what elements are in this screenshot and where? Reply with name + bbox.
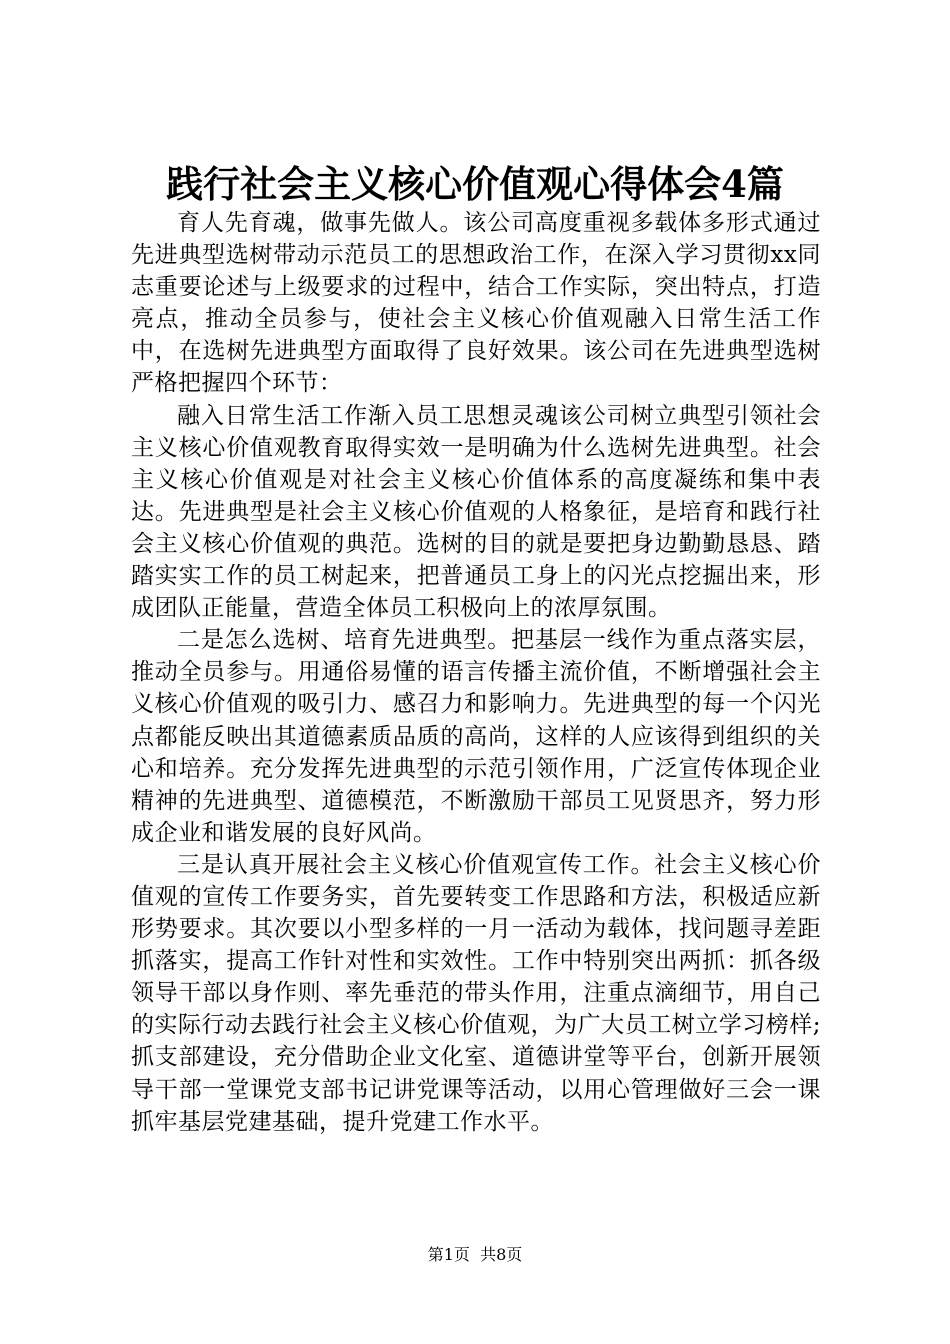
page-total: 共8页 xyxy=(480,1245,523,1264)
document-title: 践行社会主义核心价值观心得体会4篇 xyxy=(166,162,784,206)
paragraph-4: 三是认真开展社会主义核心价值观宣传工作。社会主义核心价值观的宣传工作要务实，首先要转变工作思路和方法，积极适应新形势要求。其次要以小型多样的一月一活动为载体，找问题寻差距抓落实，提高工作针对性和实效性。工作中特别突出两抓：抓各级领导干部以身作则、率先垂范的带头作用，注重点滴细节，用自己的实际行动去践行社会主义核心价值观，为广大员工树立学习榜样;抓支部建设，充分借助企业文化室、道德讲堂等平台，创新开展领导干部一堂课党支部书记讲党课等活动，以用心管理做好三会一课抓牢基层党建基础，提升党建工作水平。 xyxy=(131,851,821,1135)
page-footer xyxy=(0,1244,950,1266)
document-body xyxy=(131,207,821,1138)
paragraph-3: 二是怎么选树、培育先进典型。把基层一线作为重点落实层，推动全员参与。用通俗易懂的语言传播主流价值，不断增强社会主义核心价值观的吸引力、感召力和影响力。先进典型的每一个闪光点都能反映出其道德素质品质的高尚，这样的人应该得到组织的关心和培养。充分发挥先进典型的示范引领作用，广泛宣传体现企业精神的先进典型、道德模范，不断激励干部员工见贤思齐，努力形成企业和谐发展的良好风尚。 xyxy=(131,627,821,846)
page-number: 第1页 xyxy=(427,1245,470,1264)
paragraph-1: 育人先育魂，做事先做人。该公司高度重视多载体多形式通过先进典型选树带动示范员工的思想政治工作，在深入学习贯彻xx同志重要论述与上级要求的过程中，结合工作实际，突出特点，打造亮点，推动全员参与，使社会主义核心价值观融入日常生活工作中，在选树先进典型方面取得了良好效果。该公司在先进典型选树严格把握四个环节： xyxy=(131,210,821,397)
paragraph-2: 融入日常生活工作渐入员工思想灵魂该公司树立典型引领社会主义核心价值观教育取得实效一是明确为什么选树先进典型。社会主义核心价值观是对社会主义核心价值体系的高度凝练和集中表达。先进典型是社会主义核心价值观的人格象征，是培育和践行社会主义核心价值观的典范。选树的目的就是要把身边勤勤恳恳、踏踏实实工作的员工树起来，把普通员工身上的闪光点挖掘出来，形成团队正能量，营造全体员工积极向上的浓厚氛围。 xyxy=(131,402,821,622)
